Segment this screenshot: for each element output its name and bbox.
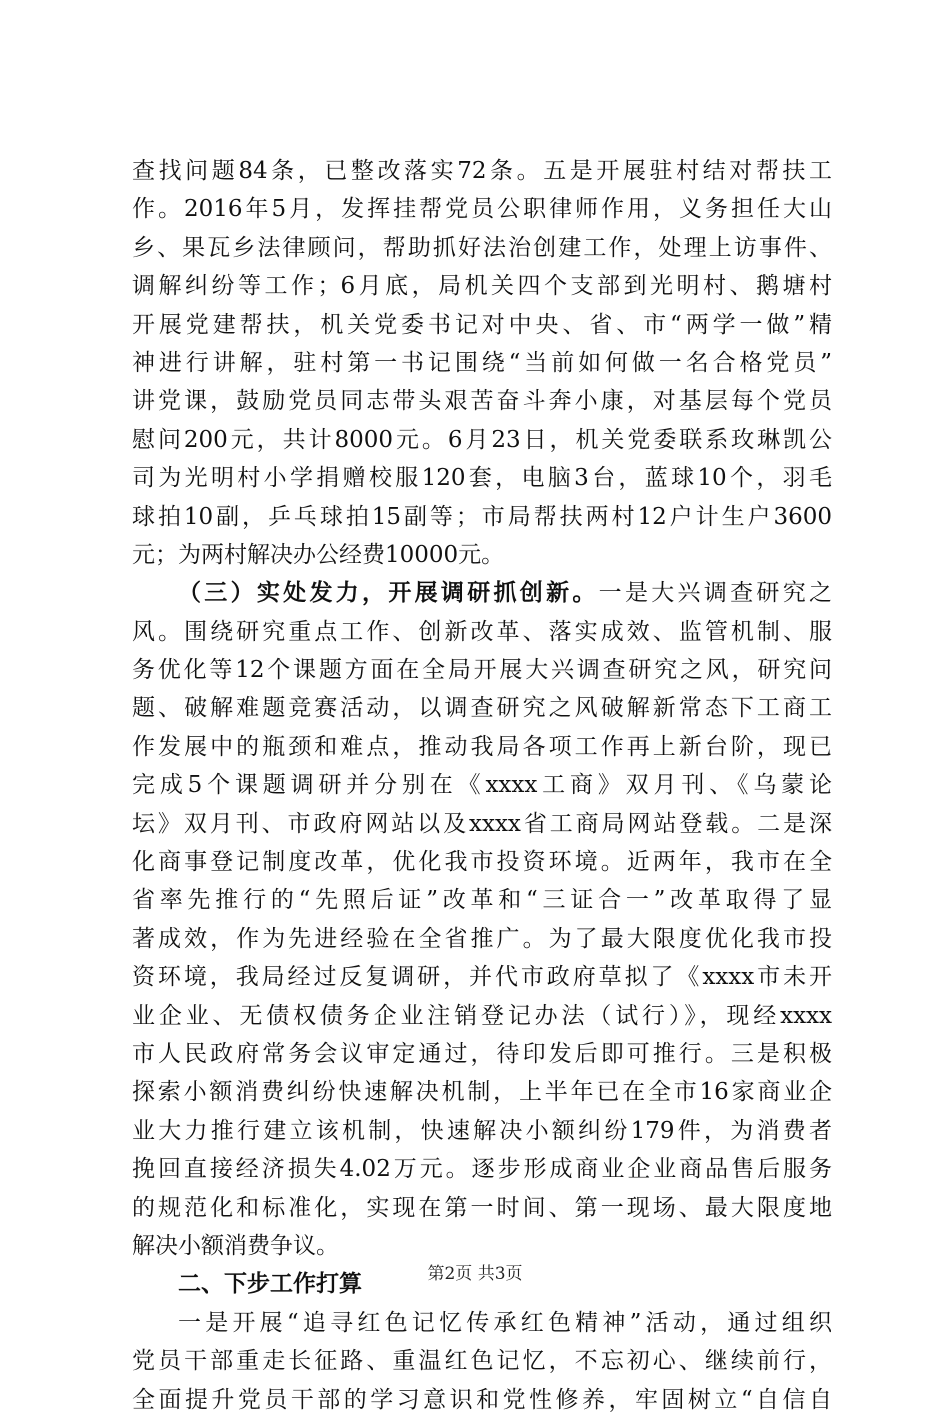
section-three-first-line-text: 一是大兴调查研究之	[598, 580, 833, 607]
page-number-label: 第2页 共3页	[427, 1264, 523, 1284]
paragraph-line: 探索小额消费纠纷快速解决机制，上半年已在全市16家商业企	[132, 1079, 832, 1106]
paragraph-line: 挽回直接经济损失4.02万元。逐步形成商业企业商品售后服务	[132, 1156, 832, 1183]
paragraph-line: 调解纠纷等工作；6月底，局机关四个支部到光明村、鹅塘村	[132, 273, 832, 300]
paragraph-line: 党员干部重走长征路、重温红色记忆，不忘初心、继续前行，	[132, 1348, 832, 1375]
paragraph-line: 风。围绕研究重点工作、创新改革、落实成效、监管机制、服	[132, 618, 832, 645]
paragraph-line: 球拍10副，乒乓球拍15副等；市局帮扶两村12户计生户3600	[132, 503, 832, 530]
paragraph-line: 作。2016年5月，发挥挂帮党员公职律师作用，义务担任大山	[132, 196, 832, 223]
document-body	[132, 152, 832, 1419]
section-two-heading: 二、下步工作打算	[178, 1270, 362, 1298]
paragraph-line: 业大力推行建立该机制，快速解决小额纠纷179件，为消费者	[132, 1117, 832, 1144]
paragraph-line: 省率先推行的“先照后证”改革和“三证合一”改革取得了显	[132, 887, 832, 914]
paragraph-line: 解决小额消费争议。	[132, 1232, 339, 1259]
paragraph-line: 资环境，我局经过反复调研，并代市政府草拟了《xxxx市未开	[132, 964, 832, 991]
paragraph-line: 开展党建帮扶，机关党委书记对中央、省、市“两学一做”精	[132, 311, 832, 338]
paragraph-line: 全面提升党员干部的学习意识和党性修养，牢固树立“自信自	[132, 1386, 832, 1413]
paragraph-line: 司为光明村小学捐赠校服120套，电脑3台，蓝球10个，羽毛	[132, 465, 832, 492]
paragraph-line: 讲党课，鼓励党员同志带头艰苦奋斗奔小康，对基层每个党员	[132, 388, 832, 415]
section-three-heading: （三）实处发力，开展调研抓创新。	[178, 579, 599, 607]
paragraph-line: 务优化等12个课题方面在全局开展大兴调查研究之风，研究问	[132, 657, 832, 684]
paragraph-line: 化商事登记制度改革，优化我市投资环境。近两年，我市在全	[132, 849, 832, 876]
paragraph-line: 的规范化和标准化，实现在第一时间、第一现场、最大限度地	[132, 1194, 832, 1221]
paragraph-line: 市人民政府常务会议审定通过，待印发后即可推行。三是积极	[132, 1040, 832, 1067]
paragraph-line: 业企业、无债权债务企业注销登记办法（试行）》，现经xxxx	[132, 1002, 832, 1029]
paragraph-line: 作发展中的瓶颈和难点，推动我局各项工作再上新台阶，现已	[132, 733, 832, 760]
paragraph-line: 题、破解难题竞赛活动，以调查研究之风破解新常态下工商工	[132, 695, 832, 722]
paragraph-line: 乡、果瓦乡法律顾问，帮助抓好法治创建工作，处理上访事件、	[132, 234, 832, 261]
section-three-first-line	[132, 574, 832, 612]
paragraph-line: 著成效，作为先进经验在全省推广。为了最大限度优化我市投	[132, 925, 832, 952]
paragraph-line: 坛》双月刊、市政府网站以及xxxx省工商局网站登载。二是深	[132, 810, 832, 837]
paragraph-line: 元；为两村解决办公经费10000元。	[132, 541, 505, 568]
paragraph-line: 神进行讲解，驻村第一书记围绕“当前如何做一名合格党员”	[132, 349, 832, 376]
paragraph-line: 慰问200元，共计8000元。6月23日，机关党委联系玫琳凯公	[132, 426, 832, 453]
paragraph-line: 一是开展“追寻红色记忆传承红色精神”活动，通过组织	[178, 1309, 832, 1336]
paragraph-line: 完成5个课题调研并分别在《xxxx工商》双月刊、《乌蒙论	[132, 772, 832, 799]
paragraph-line: 查找问题84条，已整改落实72条。五是开展驻村结对帮扶工	[132, 158, 832, 184]
page-footer	[0, 1262, 950, 1286]
